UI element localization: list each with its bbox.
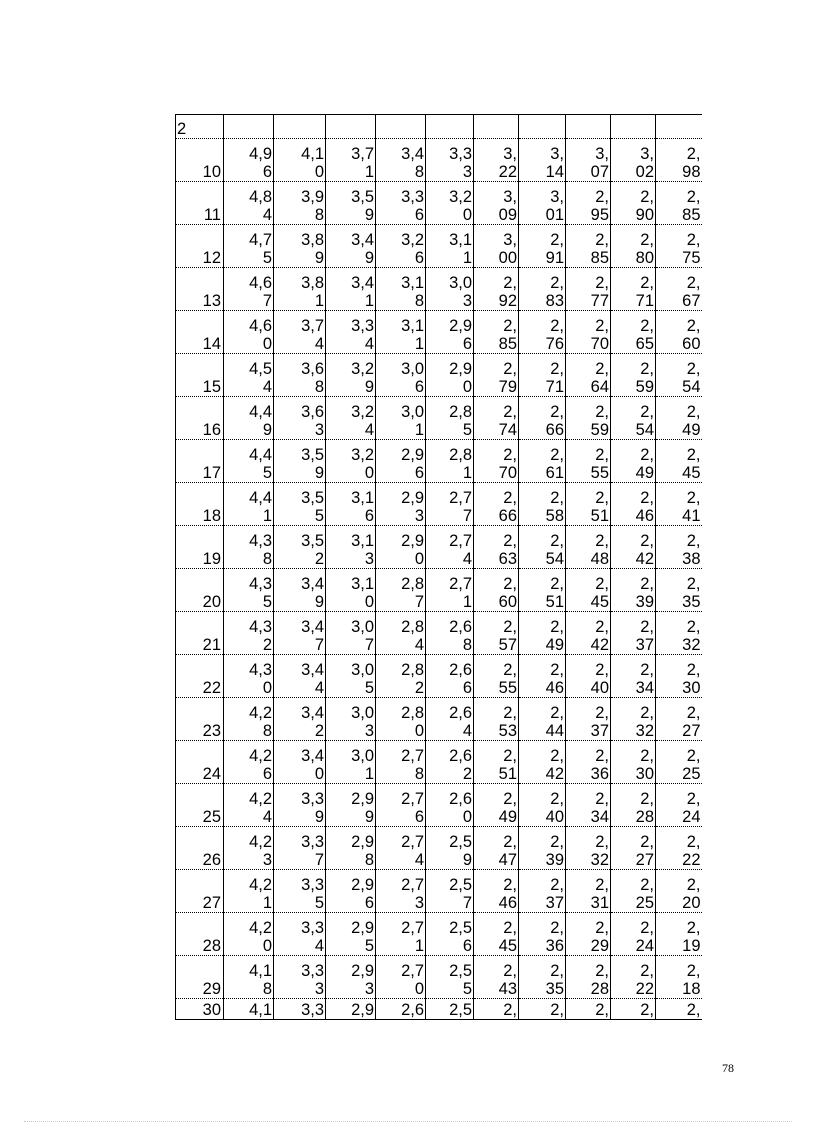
table-row [176, 311, 702, 354]
table-cell: 2, 35 [656, 569, 702, 612]
table-cell: 2,9 0 [376, 526, 426, 569]
table-cell: 2,5 9 [426, 827, 474, 870]
table-cell: 3,0 1 [326, 741, 376, 784]
table-row [176, 268, 702, 311]
row-label: 26 [176, 827, 224, 870]
row-label: 10 [176, 139, 224, 182]
header-cell [224, 115, 274, 139]
table-cell: 2, [611, 999, 656, 1020]
table-cell: 2, 24 [656, 784, 702, 827]
table-cell: 2, 51 [566, 483, 611, 526]
table-cell: 3, 14 [519, 139, 566, 182]
table-cell: 2, 48 [566, 526, 611, 569]
table-cell: 2,7 1 [376, 913, 426, 956]
table-cell: 2, 63 [474, 526, 519, 569]
table-row [176, 741, 702, 784]
table-cell: 2, 85 [566, 225, 611, 268]
table-cell: 2,8 2 [376, 655, 426, 698]
table-cell: 2, 49 [474, 784, 519, 827]
table-cell: 3,2 0 [426, 182, 474, 225]
table-cell: 2,6 6 [426, 655, 474, 698]
table-cell: 2,5 6 [426, 913, 474, 956]
table-cell: 2, [566, 999, 611, 1020]
row-label: 28 [176, 913, 224, 956]
table-cell: 2,9 5 [326, 913, 376, 956]
table-cell: 2,8 4 [376, 612, 426, 655]
table-cell: 4,4 9 [224, 397, 274, 440]
table-cell: 4,2 1 [224, 870, 274, 913]
table-row [176, 612, 702, 655]
table-row [176, 956, 702, 999]
row-label: 15 [176, 354, 224, 397]
table-cell: 3,5 2 [274, 526, 326, 569]
row-label: 13 [176, 268, 224, 311]
table-cell: 3,7 4 [274, 311, 326, 354]
table-cell: 3,3 [274, 999, 326, 1020]
table-cell: 3,1 3 [326, 526, 376, 569]
table-cell: 2, 32 [656, 612, 702, 655]
table-cell: 2, 34 [566, 784, 611, 827]
table-cell: 2, 66 [519, 397, 566, 440]
table-cell: 2,7 3 [376, 870, 426, 913]
row-label: 30 [176, 999, 224, 1020]
table-cell: 2, 51 [474, 741, 519, 784]
table-cell: 2, 28 [611, 784, 656, 827]
table-cell: 4,9 6 [224, 139, 274, 182]
table-cell: 2, 60 [656, 311, 702, 354]
row-label: 27 [176, 870, 224, 913]
table-cell: 2, 34 [611, 655, 656, 698]
table-cell: 2,9 0 [426, 354, 474, 397]
table-cell: 2, 49 [656, 397, 702, 440]
table-cell: 3,1 6 [326, 483, 376, 526]
table-cell: 3,0 3 [426, 268, 474, 311]
table-cell: 2, 37 [611, 612, 656, 655]
table-cell: 2, 67 [656, 268, 702, 311]
table-cell: 2,6 [376, 999, 426, 1020]
table-cell: 3,4 2 [274, 698, 326, 741]
table-cell: 2, 61 [519, 440, 566, 483]
header-cell [274, 115, 326, 139]
table-cell: 3, 22 [474, 139, 519, 182]
table-row-last [176, 999, 702, 1020]
table-cell: 4,1 8 [224, 956, 274, 999]
table-cell: 3,0 6 [376, 354, 426, 397]
row-label: 20 [176, 569, 224, 612]
table-cell: 3,3 7 [274, 827, 326, 870]
table-cell: 3,4 9 [274, 569, 326, 612]
table-cell: 3,3 3 [426, 139, 474, 182]
row-label: 21 [176, 612, 224, 655]
table-cell: 2,8 0 [376, 698, 426, 741]
table-cell: 3,4 0 [274, 741, 326, 784]
table-cell: 3,3 3 [274, 956, 326, 999]
table-cell: 3,1 1 [376, 311, 426, 354]
header-cell [611, 115, 656, 139]
table-cell: 3,0 7 [326, 612, 376, 655]
row-label: 22 [176, 655, 224, 698]
table-cell: 4,4 1 [224, 483, 274, 526]
table-cell: 2, 66 [474, 483, 519, 526]
table-cell: 3,9 8 [274, 182, 326, 225]
row-label: 17 [176, 440, 224, 483]
table-cell: 2, 20 [656, 870, 702, 913]
table-cell: 2, 77 [566, 268, 611, 311]
header-cell [566, 115, 611, 139]
table-cell: 2, 71 [519, 354, 566, 397]
table-cell: 4,3 0 [224, 655, 274, 698]
table-cell: 2,9 6 [326, 870, 376, 913]
table-cell: 3,8 9 [274, 225, 326, 268]
row-label: 24 [176, 741, 224, 784]
table-cell: 3,3 4 [326, 311, 376, 354]
header-cell [376, 115, 426, 139]
table-cell: 4,1 0 [274, 139, 326, 182]
table-cell: 2, 55 [566, 440, 611, 483]
row-label: 19 [176, 526, 224, 569]
table-cell: 2, 47 [474, 827, 519, 870]
table-cell: 2, 40 [519, 784, 566, 827]
table-cell: 2, 46 [519, 655, 566, 698]
table-cell: 3,3 9 [274, 784, 326, 827]
table-cell: 2, 39 [519, 827, 566, 870]
table-cell: 2, 80 [611, 225, 656, 268]
table-row [176, 397, 702, 440]
table-row [176, 870, 702, 913]
table-cell: 2, 27 [611, 827, 656, 870]
table-cell: 2, 58 [519, 483, 566, 526]
table-cell: 2, 53 [474, 698, 519, 741]
table-cell: 2, 85 [474, 311, 519, 354]
table-cell: 2, 76 [519, 311, 566, 354]
table-cell: 2,6 4 [426, 698, 474, 741]
page-bottom-divider [24, 1121, 792, 1122]
table-cell: 2, 35 [519, 956, 566, 999]
table-cell: 2,8 7 [376, 569, 426, 612]
table-cell: 2, 32 [566, 827, 611, 870]
table-cell: 4,2 0 [224, 913, 274, 956]
table-cell: 2, 45 [566, 569, 611, 612]
table-cell: 3,1 0 [326, 569, 376, 612]
table-cell: 2, 51 [519, 569, 566, 612]
table-cell: 2, 74 [474, 397, 519, 440]
table-cell: 3,2 6 [376, 225, 426, 268]
header-cell [474, 115, 519, 139]
table-cell: 4,8 4 [224, 182, 274, 225]
table-cell: 2, 59 [611, 354, 656, 397]
table-cell: 2, 75 [656, 225, 702, 268]
table-cell: 3,5 9 [326, 182, 376, 225]
table-cell: 2,9 9 [326, 784, 376, 827]
table-cell: 2, 55 [474, 655, 519, 698]
row-label: 29 [176, 956, 224, 999]
table-cell: 3, 01 [519, 182, 566, 225]
table-cell: 2,6 2 [426, 741, 474, 784]
table-cell: 3,3 4 [274, 913, 326, 956]
table-row [176, 182, 702, 225]
table-cell: 3,4 1 [326, 268, 376, 311]
table-cell: 3, 09 [474, 182, 519, 225]
table-row [176, 698, 702, 741]
table-cell: 2, 70 [474, 440, 519, 483]
table-row [176, 655, 702, 698]
table-cell: 2, 19 [656, 913, 702, 956]
table-cell: 2, 60 [474, 569, 519, 612]
table-cell: 3,1 8 [376, 268, 426, 311]
table-cell: 2,7 7 [426, 483, 474, 526]
table-cell: 2, 30 [611, 741, 656, 784]
page-number: 78 [722, 1061, 734, 1075]
table-body [176, 115, 702, 1020]
table-cell: 3,0 3 [326, 698, 376, 741]
table-cell: 2, 29 [566, 913, 611, 956]
table-row [176, 569, 702, 612]
table-cell: 2, 39 [611, 569, 656, 612]
table-row [176, 354, 702, 397]
table-cell: 4,2 6 [224, 741, 274, 784]
table-cell: 2,8 1 [426, 440, 474, 483]
table-cell: 2, 46 [611, 483, 656, 526]
table-cell: 4,3 8 [224, 526, 274, 569]
table-cell: 2, 57 [474, 612, 519, 655]
table-cell: 2, 95 [566, 182, 611, 225]
table-cell: 4,5 4 [224, 354, 274, 397]
table-cell: 2, 54 [611, 397, 656, 440]
table-cell: 2, 92 [474, 268, 519, 311]
table-row [176, 225, 702, 268]
table-cell: 2, 44 [519, 698, 566, 741]
table-cell: 2, 85 [656, 182, 702, 225]
table-cell: 2, 46 [474, 870, 519, 913]
table-cell: 2, 45 [656, 440, 702, 483]
table-cell: 2,9 3 [326, 956, 376, 999]
table-cell: 3,4 4 [274, 655, 326, 698]
table-cell: 2, 30 [656, 655, 702, 698]
row-label: 23 [176, 698, 224, 741]
table-cell: 2, [656, 999, 702, 1020]
table-cell: 2, 70 [566, 311, 611, 354]
table-header-row [176, 115, 702, 139]
table-cell: 2, 42 [611, 526, 656, 569]
table-cell: 2, 41 [656, 483, 702, 526]
table-cell: 2,8 5 [426, 397, 474, 440]
row-label: 25 [176, 784, 224, 827]
table-cell: 2,6 0 [426, 784, 474, 827]
table-cell: 2,6 8 [426, 612, 474, 655]
table-cell: 2,9 [326, 999, 376, 1020]
row-label: 18 [176, 483, 224, 526]
table-cell: 2, 42 [566, 612, 611, 655]
table-cell: 2, 49 [611, 440, 656, 483]
table-cell: 2,7 4 [376, 827, 426, 870]
table-cell: 4,3 2 [224, 612, 274, 655]
table-cell: 2, 32 [611, 698, 656, 741]
table-cell: 2, 36 [519, 913, 566, 956]
table-cell: 3,5 5 [274, 483, 326, 526]
table-cell: 2, 90 [611, 182, 656, 225]
table-row [176, 526, 702, 569]
table-cell: 2,7 1 [426, 569, 474, 612]
table-cell: 2,5 5 [426, 956, 474, 999]
row-label: 11 [176, 182, 224, 225]
table-cell: 4,2 4 [224, 784, 274, 827]
table-cell: 2, 25 [656, 741, 702, 784]
table-cell: 2, 59 [566, 397, 611, 440]
table-cell: 2,9 3 [376, 483, 426, 526]
table-cell: 2, 65 [611, 311, 656, 354]
table-cell: 2, [519, 999, 566, 1020]
row-label: 12 [176, 225, 224, 268]
table-cell: 4,7 5 [224, 225, 274, 268]
table-row [176, 440, 702, 483]
table-cell: 3,2 4 [326, 397, 376, 440]
table-cell: 2,7 0 [376, 956, 426, 999]
header-cell [326, 115, 376, 139]
table-cell: 3,4 7 [274, 612, 326, 655]
table-cell: 2, 22 [656, 827, 702, 870]
table-cell: 2, 31 [566, 870, 611, 913]
table-cell: 2, 27 [656, 698, 702, 741]
table-cell: 4,1 [224, 999, 274, 1020]
header-cell [519, 115, 566, 139]
header-cell-df: 2 [176, 115, 224, 139]
table-cell: 2, 18 [656, 956, 702, 999]
table-cell: 2, 91 [519, 225, 566, 268]
table-cell: 2, [474, 999, 519, 1020]
table-cell: 2,5 [426, 999, 474, 1020]
table-cell: 2, 40 [566, 655, 611, 698]
table-cell: 3, 00 [474, 225, 519, 268]
table-cell: 2, 45 [474, 913, 519, 956]
table-cell: 2,9 8 [326, 827, 376, 870]
table-cell: 4,2 8 [224, 698, 274, 741]
header-cell [426, 115, 474, 139]
table-cell: 2, 54 [656, 354, 702, 397]
table-cell: 2, 54 [519, 526, 566, 569]
header-cell [656, 115, 702, 139]
table-cell: 4,6 0 [224, 311, 274, 354]
table-cell: 4,3 5 [224, 569, 274, 612]
table-cell: 3, 02 [611, 139, 656, 182]
table-cell: 2,5 7 [426, 870, 474, 913]
table-cell: 2, 28 [566, 956, 611, 999]
table-cell: 4,6 7 [224, 268, 274, 311]
table-cell: 2,7 4 [426, 526, 474, 569]
table-cell: 2, 43 [474, 956, 519, 999]
table-cell: 3,3 5 [274, 870, 326, 913]
table-cell: 2, 64 [566, 354, 611, 397]
table-cell: 3,8 1 [274, 268, 326, 311]
row-label: 14 [176, 311, 224, 354]
table-cell: 3,3 6 [376, 182, 426, 225]
f-distribution-table [175, 114, 702, 1020]
table-row [176, 827, 702, 870]
table-cell: 2, 49 [519, 612, 566, 655]
table-cell: 2,9 6 [426, 311, 474, 354]
table-cell: 3,2 0 [326, 440, 376, 483]
table-cell: 2, 42 [519, 741, 566, 784]
table-cell: 4,4 5 [224, 440, 274, 483]
table-cell: 2,9 6 [376, 440, 426, 483]
table-cell: 3,4 9 [326, 225, 376, 268]
table-cell: 2,7 6 [376, 784, 426, 827]
table-cell: 2, 79 [474, 354, 519, 397]
table-cell: 2, 22 [611, 956, 656, 999]
table-cell: 2, 36 [566, 741, 611, 784]
table-cell: 2, 71 [611, 268, 656, 311]
row-label: 16 [176, 397, 224, 440]
table-cell: 3,4 8 [376, 139, 426, 182]
table-cell: 3,0 5 [326, 655, 376, 698]
table-cell: 3, 07 [566, 139, 611, 182]
table-cell: 2, 98 [656, 139, 702, 182]
table-cell: 3,6 8 [274, 354, 326, 397]
table-cell: 3,7 1 [326, 139, 376, 182]
table-cell: 3,1 1 [426, 225, 474, 268]
table-cell: 2, 25 [611, 870, 656, 913]
table-cell: 2, 83 [519, 268, 566, 311]
table-row [176, 483, 702, 526]
table-cell: 2,7 8 [376, 741, 426, 784]
table-row [176, 784, 702, 827]
table-cell: 2, 38 [656, 526, 702, 569]
table-cell: 3,2 9 [326, 354, 376, 397]
table-cell: 4,2 3 [224, 827, 274, 870]
table-cell: 2, 37 [519, 870, 566, 913]
table-row [176, 913, 702, 956]
table-cell: 3,5 9 [274, 440, 326, 483]
table-cell: 2, 24 [611, 913, 656, 956]
table-cell: 3,6 3 [274, 397, 326, 440]
table-cell: 3,0 1 [376, 397, 426, 440]
table-cell: 2, 37 [566, 698, 611, 741]
table-row [176, 139, 702, 182]
